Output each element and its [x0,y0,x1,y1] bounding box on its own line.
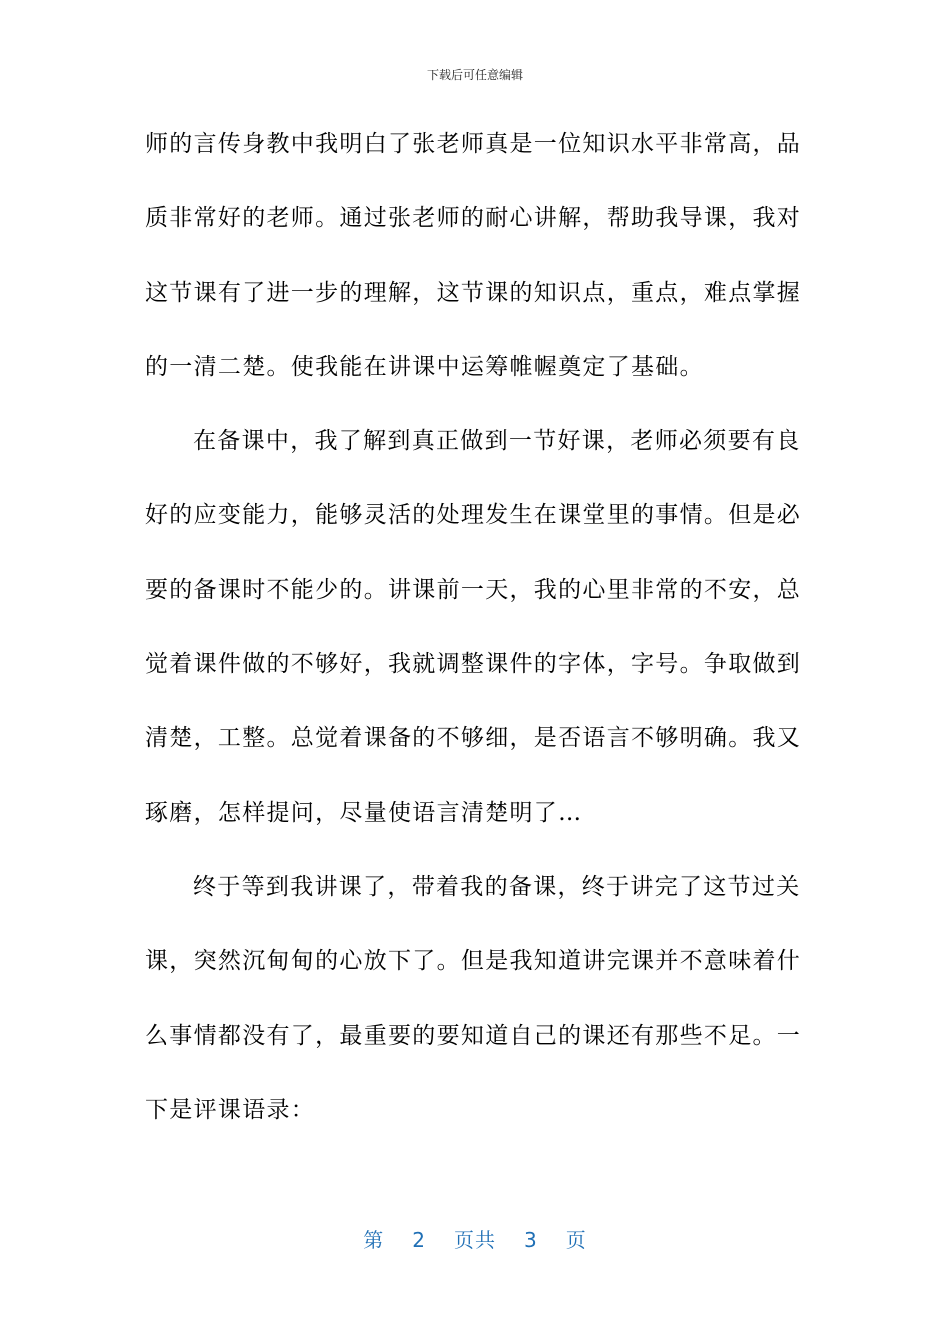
page-end-label: 页 [565,1228,587,1252]
paragraph-3 [145,867,805,1164]
page-label: 第 [363,1228,385,1252]
text-line: 质非常好的老师。通过张老师的耐心讲解，帮助我导课，我对 [145,205,802,232]
text-line: 这节课有了进一步的理解，这节课的知识点，重点，难点掌握 [145,279,802,306]
text-line: 么事情都没有了，最重要的要知道自己的课还有那些不足。一 [145,1022,802,1049]
text-line: 课，突然沉甸甸的心放下了。但是我知道讲完课并不意味着什 [145,948,802,975]
page-total: 3 [524,1228,538,1252]
text-line: 师的言传身教中我明白了张老师真是一位知识水平非常高，品 [145,131,802,157]
paragraph-1 [145,124,805,421]
document-body [145,124,805,1164]
text-line: 终于等到我讲课了，带着我的备课，终于讲完了这节过关 [193,873,801,900]
text-line: 的一清二楚。使我能在讲课中运筹帷幄奠定了基础。 [145,353,704,380]
text-line: 清楚，工整。总觉着课备的不够细，是否语言不够明确。我又 [145,725,802,752]
text-line: 要的备课时不能少的。讲课前一天，我的心里非常的不安，总 [145,576,802,603]
text-line: 好的应变能力，能够灵活的处理发生在课堂里的事情。但是必 [145,502,802,529]
page-number-footer [0,1224,950,1253]
text-line: 在备课中，我了解到真正做到一节好课，老师必须要有良 [193,428,801,455]
header-note: 下载后可任意编辑 [426,68,523,82]
text-line: 琢磨，怎样提问，尽量使语言清楚明了… [145,799,583,826]
page-mid-label: 页共 [454,1228,496,1252]
text-line: 下是评课语录： [145,1096,316,1123]
page-current: 2 [412,1228,426,1252]
text-line: 觉着课件做的不够好，我就调整课件的字体，字号。争取做到 [145,651,802,678]
paragraph-2 [145,421,805,867]
